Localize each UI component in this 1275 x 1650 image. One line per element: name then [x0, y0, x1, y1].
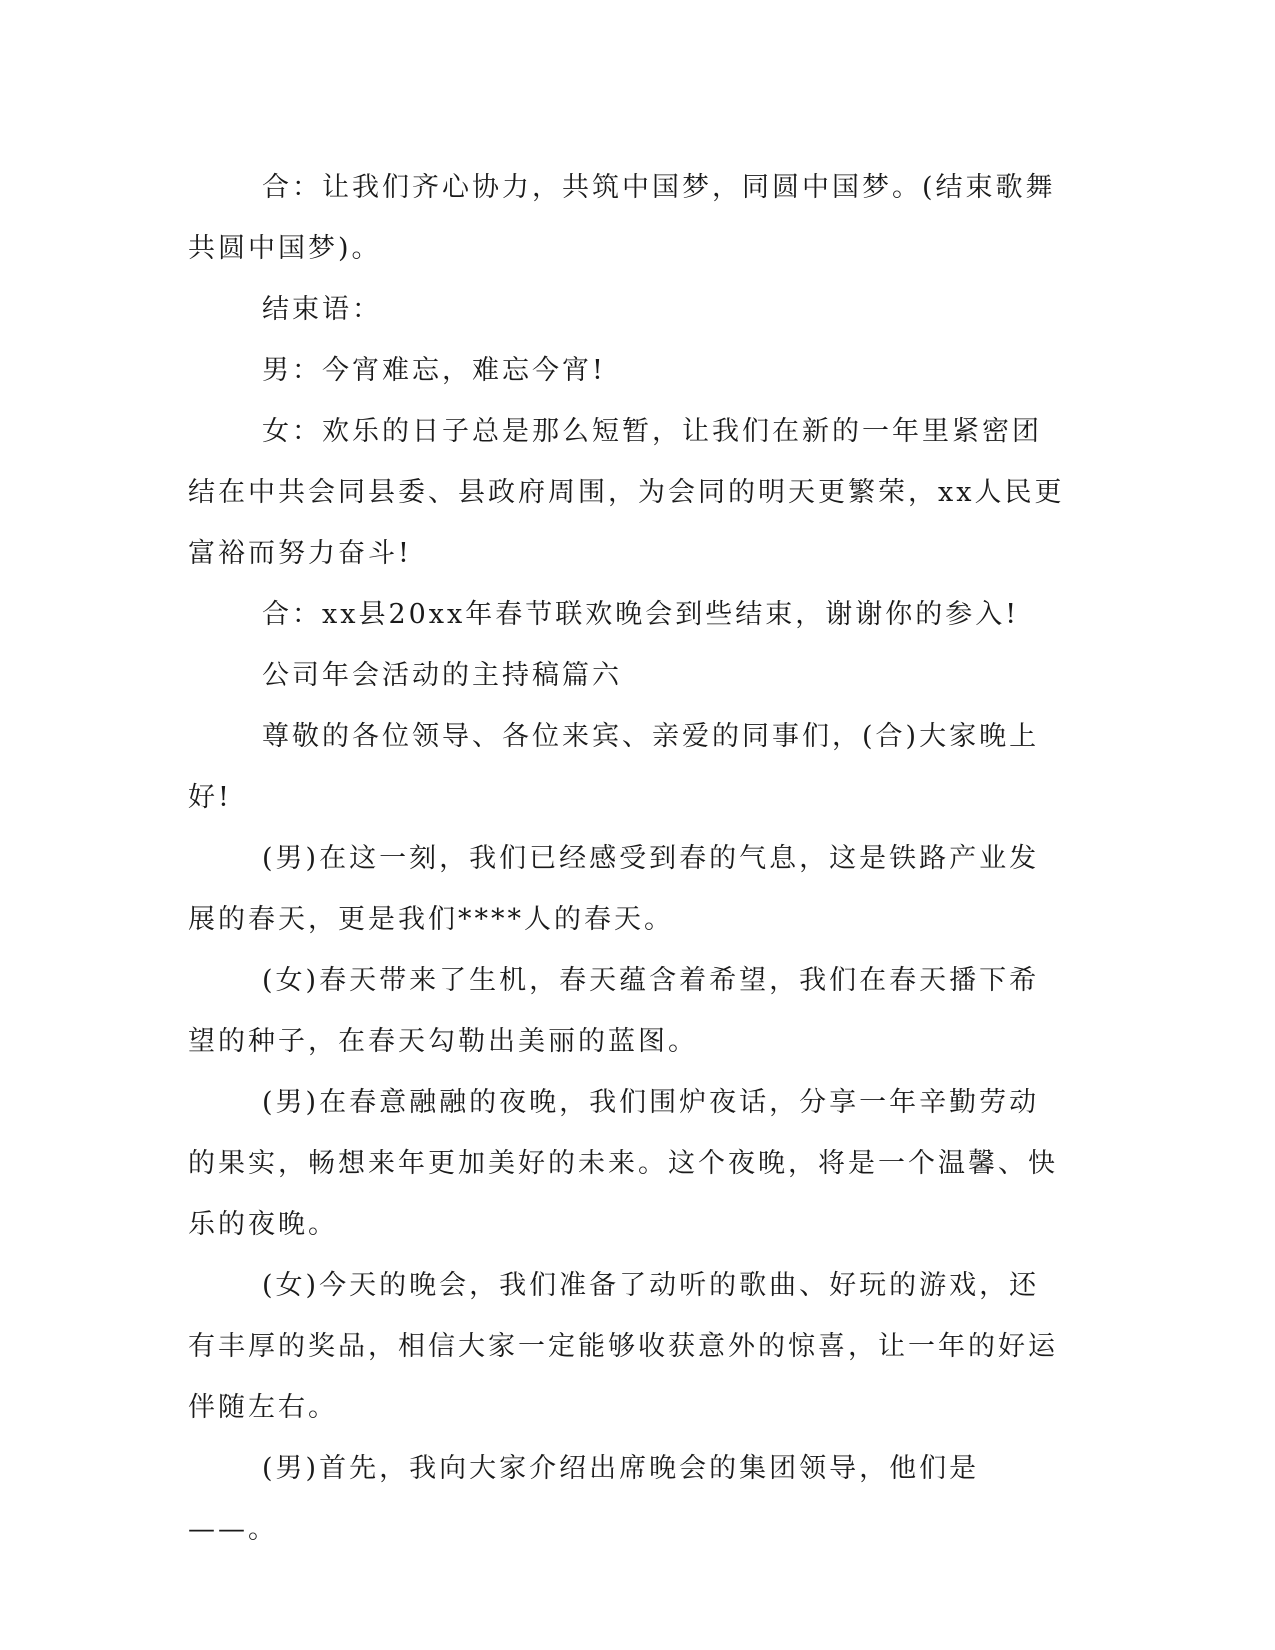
document-body	[188, 157, 1068, 1560]
paragraph-chorus-end: 合：xx县20xx年春节联欢晚会到些结束，谢谢你的参入!	[262, 599, 1020, 630]
paragraph-male-evening: (男)在春意融融的夜晚，我们围炉夜话，分享一年辛勤劳动的果实，畅想来年更加美好的未来。这个夜晚，将是一个温馨、快乐的夜晚。	[188, 1087, 1058, 1240]
paragraph-male-introduction: (男)首先，我向大家介绍出席晚会的集团领导，他们是——。	[188, 1453, 980, 1545]
paragraph-greeting: 尊敬的各位领导、各位来宾、亲爱的同事们，(合)大家晚上好!	[188, 721, 1040, 813]
paragraph-closing-heading: 结束语：	[262, 294, 382, 325]
paragraph-male-closing: 男：今宵难忘，难忘今宵!	[262, 355, 606, 386]
paragraph-female-party: (女)今天的晚会，我们准备了动听的歌曲、好玩的游戏，还有丰厚的奖品，相信大家一定能够收获意外的惊喜，让一年的好运伴随左右。	[188, 1270, 1058, 1423]
paragraph-female-spring: (女)春天带来了生机，春天蕴含着希望，我们在春天播下希望的种子，在春天勾勒出美丽的蓝图。	[188, 965, 1040, 1057]
paragraph-female-closing: 女：欢乐的日子总是那么短暂，让我们在新的一年里紧密团结在中共会同县委、县政府周围，为会同的明天更繁荣，xx人民更富裕而努力奋斗!	[188, 416, 1065, 569]
paragraph-male-spring: (男)在这一刻，我们已经感受到春的气息，这是铁路产业发展的春天，更是我们****人的春天。	[188, 843, 1040, 935]
section-title: 公司年会活动的主持稿篇六	[262, 660, 622, 691]
paragraph-closing-chorus: 合：让我们齐心协力，共筑中国梦，同圆中国梦。(结束歌舞共圆中国梦)。	[188, 172, 1056, 264]
